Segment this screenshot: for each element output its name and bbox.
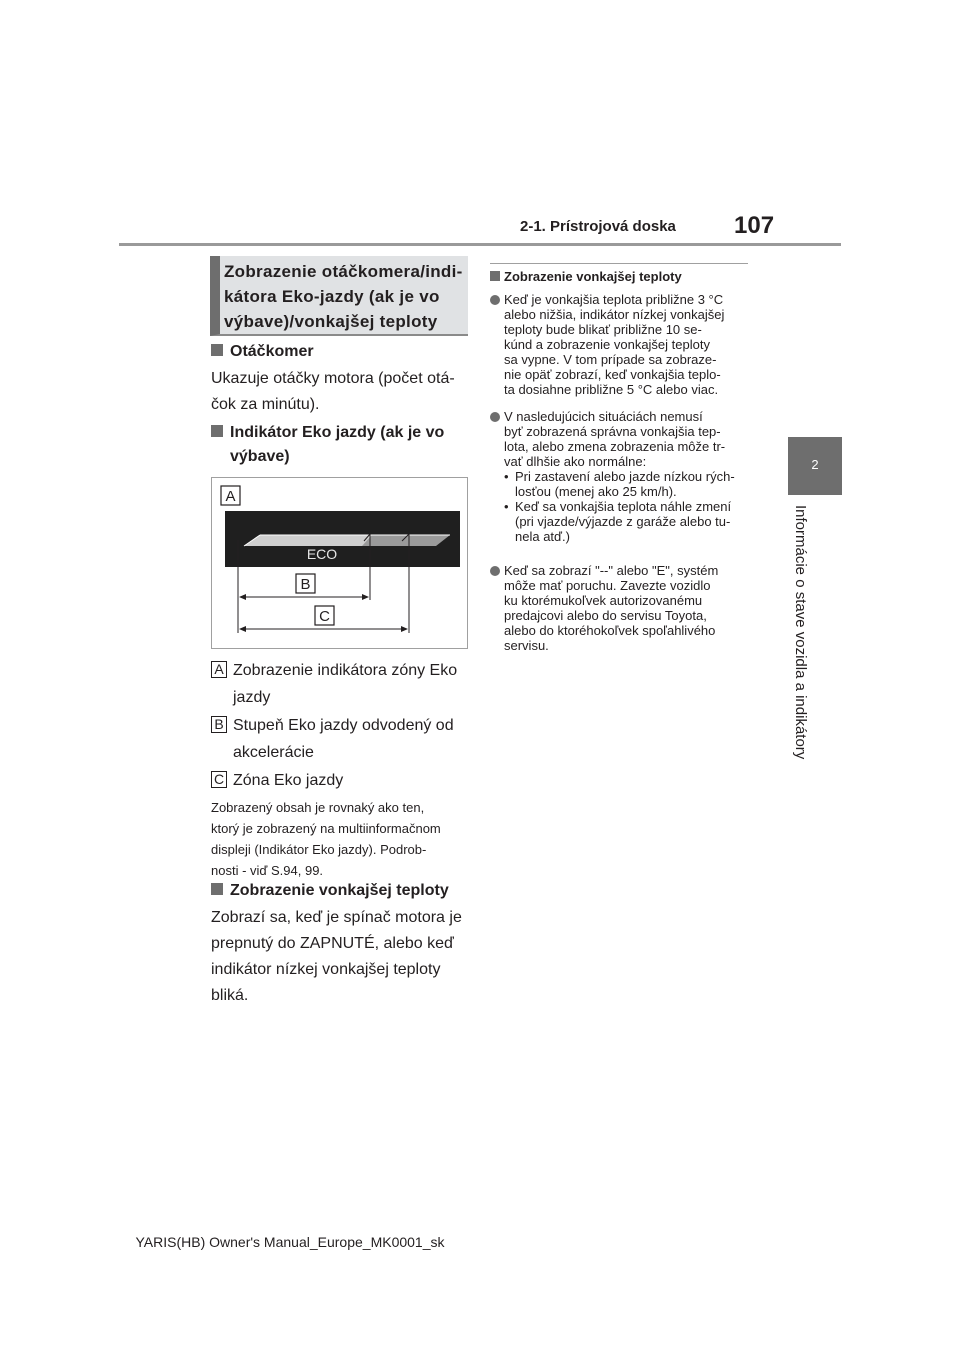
chapter-number: 2 [811,457,819,472]
legend-key-c: C [211,771,227,788]
header-rule [119,243,841,246]
right-heading: Zobrazenie vonkajšej teploty [490,269,682,284]
square-bullet-icon [211,344,223,356]
sub-bullet-item: • Keď sa vonkajšia teplota náhle zmení (pri vjazde/výjazde z garáže alebo tu- nela atď.) [504,499,732,544]
tachometer-text: Ukazuje otáčky motora (počet otá- čok za minútu). [211,370,455,413]
square-bullet-icon [211,425,223,437]
sub-bullet-glyph: • [504,499,509,514]
bullet-item: V nasledujúcich situáciách nemusí byť zobrazená správna vonkajšia tep- lota, alebo zmena zobrazenia môže tr- vať dlhšie ako normálne: • Pri zastavení alebo jazde nízkou rých- losťou (menej ako 25 km/h). • Keď sa vonkajšia teplota náhle zmení (pri vjazde/výjazde z garáže alebo tu- nela atď.) [490,409,755,544]
round-bullet-icon [490,566,500,576]
eco-heading: Indikátor Eko jazdy (ak je vo výbave) [211,421,444,469]
section-heading-box [210,256,468,336]
round-bullet-icon [490,412,500,422]
sub-bullet-item: • Pri zastavení alebo jazde nízkou rých- losťou (menej ako 25 km/h). [504,469,735,499]
legend-key-a: A [211,661,227,678]
figure-label-a: A [225,488,236,505]
eco-label: ECO [306,546,338,562]
square-bullet-icon [211,883,223,895]
tachometer-heading: Otáčkomer [211,343,314,361]
section-heading [224,259,468,334]
figure-label-c: C [319,608,330,625]
sub-bullet-glyph: • [504,469,509,484]
chapter-title: Informácie o stave vozidla a indikátory [792,505,809,760]
square-bullet-icon [490,271,500,281]
section-heading-line: kátora Eko-jazdy (ak je vo [224,287,440,306]
footer-manual-id: YARIS(HB) Owner's Manual_Europe_MK0001_sk [135,1234,445,1250]
eco-indicator-figure [211,477,468,649]
section-heading-line: výbave)/vonkajšej teploty [224,312,438,331]
eco-indicator-illustration [212,478,467,648]
page-number: 107 [734,212,775,239]
outside-temp-text: Zobrazí sa, keď je spínač motora je prepnutý do ZAPNUTÉ, alebo keď indikátor nízkej vonkajšej teploty bliká. [211,909,462,1004]
note-text: Zobrazený obsah je rovnaký ako ten, ktorý je zobrazený na multiinformačnom displeji (Indikátor Eko jazdy). Podrob- nosti - viď S.94, 99. [211,800,441,878]
section-heading-line: Zobrazenie otáčkomera/indi- [224,262,463,281]
legend-key-b: B [211,716,227,733]
bullet-item: Keď sa zobrazí "--" alebo "E", systém môže mať poruchu. Zavezte vozidlo ku ktorémukoľvek autorizovanému predajcovi alebo do servisu Toyota, alebo do ktoréhokoľvek spoľahlivého servisu. [490,563,755,653]
figure-label-b: B [300,576,311,593]
right-column-rule [490,263,748,264]
round-bullet-icon [490,295,500,305]
outside-temp-heading: Zobrazenie vonkajšej teploty [211,882,449,900]
section-title: 2-1. Prístrojová doska [520,218,676,235]
chapter-tab [788,437,842,495]
bullet-item: Keď je vonkajšia teplota približne 3 °C alebo nižšia, indikátor nízkej vonkajšej teploty bude blikať približne 10 se- kúnd a zobrazenie vonkajšej teploty sa vypne. V tom prípade sa zobraze- nie opäť zobrazí, keď vonkajšia teplo- ta dosiahne približne 5 °C alebo viac. [490,292,755,397]
